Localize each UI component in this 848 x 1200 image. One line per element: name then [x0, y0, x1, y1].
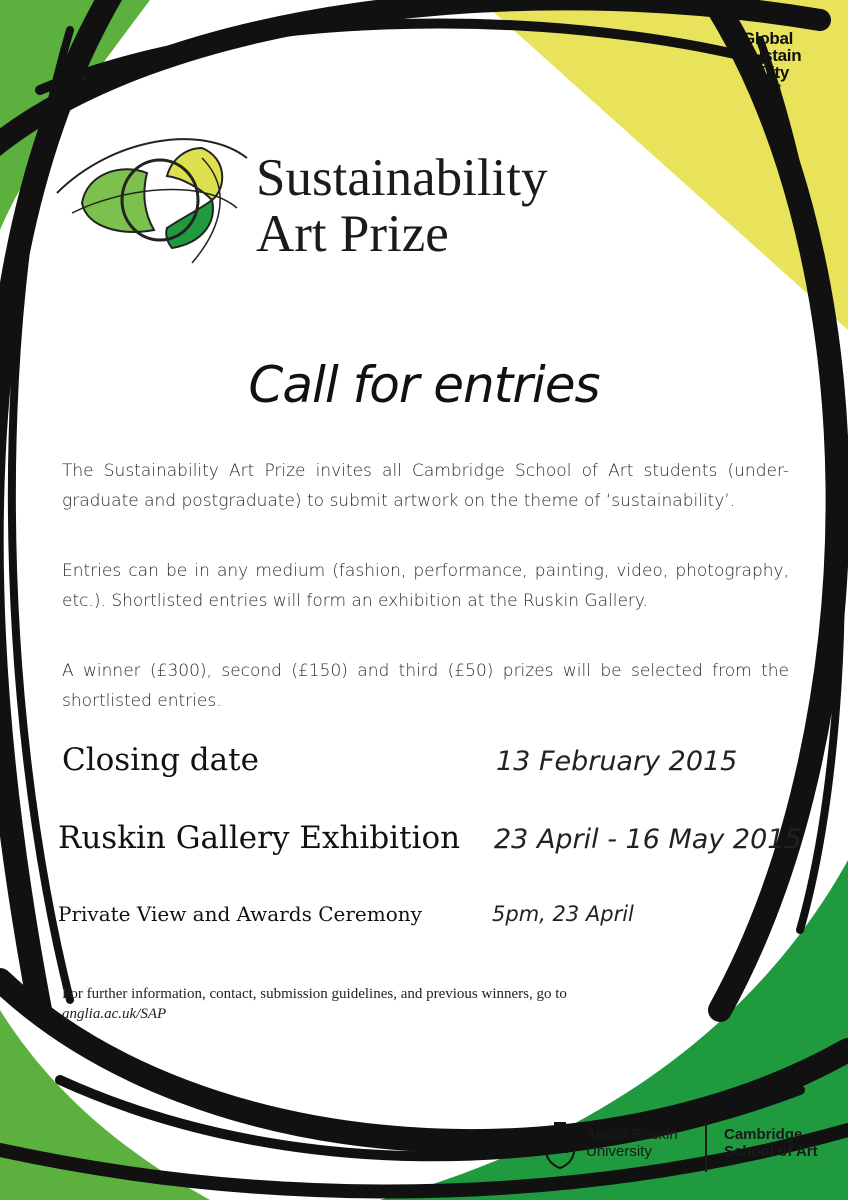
paragraph-prizes: A winner (£300), second (£150) and third (£50) prizes will be selected from the shortlisted entries. [62, 661, 789, 711]
closing-date-value: 13 February 2015 [496, 746, 738, 777]
further-info-link[interactable]: anglia.ac.uk/SAP [62, 1006, 167, 1022]
closing-date-label: Closing date [62, 742, 259, 778]
footer-divider [705, 1122, 707, 1172]
page-heading: Call for entries [248, 356, 600, 414]
paragraph-intro: The Sustainability Art Prize invites all Cambridge School of Art students (under-graduate and postgraduate) to submit artwork on the theme of ‘sustainability’. [62, 461, 789, 511]
csa-line2: School of Art [724, 1143, 818, 1160]
gsi-line4: Institute [746, 81, 781, 91]
aru-line1: Anglia Ruskin [586, 1126, 678, 1143]
private-view-value: 5pm, 23 April [492, 902, 634, 926]
further-info [62, 984, 622, 1024]
gsi-line2: Sustain [742, 46, 802, 65]
university-crest-icon [540, 1120, 580, 1170]
gsi-line1: Global [742, 29, 794, 48]
gsi-logo [742, 30, 801, 92]
csa-logo-text [724, 1126, 834, 1160]
exhibition-label: Ruskin Gallery Exhibition [58, 820, 461, 856]
aru-logo-text [586, 1126, 696, 1160]
private-view-label: Private View and Awards Ceremony [58, 902, 422, 926]
further-info-text: For further information, contact, submission guidelines, and previous winners, go to [62, 986, 567, 1002]
gsi-line3: ability [742, 63, 790, 82]
aru-line2: University [586, 1143, 652, 1160]
prize-title [256, 150, 548, 262]
prize-logo-icon [52, 118, 262, 268]
prize-title-line2: Art Prize [256, 205, 449, 263]
csa-line1: Cambridge [724, 1126, 803, 1143]
paragraph-entries: Entries can be in any medium (fashion, performance, painting, video, photography, etc.). Shortlisted entries will form an exhibition at the Ruskin Gallery. [62, 561, 789, 611]
prize-title-line1: Sustainability [256, 149, 548, 207]
exhibition-value: 23 April - 16 May 2015 [494, 824, 802, 855]
